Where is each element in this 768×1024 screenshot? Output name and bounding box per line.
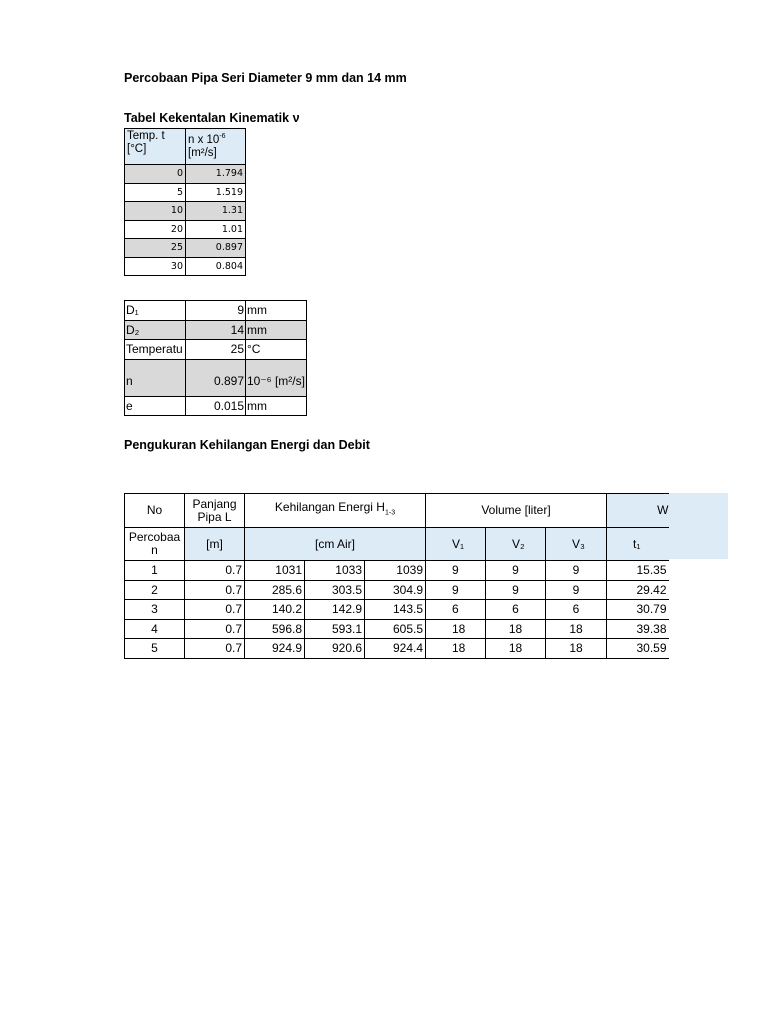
energy-loss-header-sub: 1-3 <box>384 509 396 517</box>
temp-cell: 5 <box>125 183 186 202</box>
v2-cell: 9 <box>486 580 546 600</box>
temp-cell: 20 <box>125 220 186 239</box>
v1-cell: 9 <box>426 561 486 581</box>
h1-cell: 140.2 <box>245 600 305 620</box>
param-row <box>125 359 307 396</box>
v3-cell: 9 <box>546 580 607 600</box>
length-header <box>185 494 245 528</box>
h1-cell: 285.6 <box>245 580 305 600</box>
viscosity-cell: 1.01 <box>186 220 246 239</box>
table-row <box>125 220 246 239</box>
no-cell: 4 <box>125 619 185 639</box>
h1-cell: 1031 <box>245 561 305 581</box>
param-value: 0.015 <box>186 396 246 416</box>
table-row <box>125 165 246 184</box>
t1-cell: 15.35 <box>607 561 669 581</box>
viscosity-header <box>186 129 246 165</box>
table-row <box>125 619 669 639</box>
parameters-table <box>124 300 307 416</box>
no-cell: 3 <box>125 600 185 620</box>
param-row <box>125 301 307 321</box>
viscosity-cell: 1.519 <box>186 183 246 202</box>
v2-cell: 6 <box>486 600 546 620</box>
length-cell: 0.7 <box>185 619 245 639</box>
temp-header <box>125 129 186 165</box>
v1-cell: 18 <box>426 639 486 659</box>
param-label: e <box>125 396 186 416</box>
temp-cell: 25 <box>125 239 186 258</box>
h3-cell: 304.9 <box>365 580 426 600</box>
param-row <box>125 340 307 360</box>
header-fill-offpage <box>668 493 728 559</box>
v2-cell: 18 <box>486 619 546 639</box>
t1-header: t₁ <box>607 528 669 561</box>
h2-cell: 1033 <box>305 561 365 581</box>
param-row <box>125 396 307 416</box>
param-unit: mm <box>246 396 307 416</box>
w-header: W <box>607 494 669 528</box>
length-cell: 0.7 <box>185 639 245 659</box>
table-row <box>125 257 246 276</box>
temp-cell: 10 <box>125 202 186 221</box>
table-row <box>125 239 246 258</box>
table-row <box>125 580 669 600</box>
table-row <box>125 202 246 221</box>
header-row-1 <box>125 494 669 528</box>
h3-cell: 1039 <box>365 561 426 581</box>
param-value: 9 <box>186 301 246 321</box>
temp-header-line2: [°C] <box>127 143 147 155</box>
param-unit: mm <box>246 320 307 340</box>
param-unit: mm <box>246 301 307 321</box>
viscosity-cell: 0.804 <box>186 257 246 276</box>
v3-header: V₃ <box>546 528 607 561</box>
h2-cell: 142.9 <box>305 600 365 620</box>
t1-cell: 30.79 <box>607 600 669 620</box>
v3-cell: 18 <box>546 619 607 639</box>
v3-cell: 18 <box>546 639 607 659</box>
no-header: No <box>125 494 185 528</box>
viscosity-header-row <box>125 129 246 165</box>
param-unit: °C <box>246 340 307 360</box>
page-title: Percobaan Pipa Seri Diameter 9 mm dan 14 mm <box>124 71 407 85</box>
length-header-line2: Pipa L <box>197 509 232 524</box>
v1-cell: 18 <box>426 619 486 639</box>
v2-header: V₂ <box>486 528 546 561</box>
h3-cell: 924.4 <box>365 639 426 659</box>
trial-header-line1: Percobaa <box>128 530 181 544</box>
table-row <box>125 600 669 620</box>
t1-cell: 29.42 <box>607 580 669 600</box>
param-label: D₁ <box>125 301 186 321</box>
param-value: 25 <box>186 340 246 360</box>
param-value: 0.897 <box>186 359 246 396</box>
t1-cell: 39.38 <box>607 619 669 639</box>
temp-cell: 30 <box>125 257 186 276</box>
h2-cell: 303.5 <box>305 580 365 600</box>
no-cell: 1 <box>125 561 185 581</box>
table-row <box>125 183 246 202</box>
no-cell: 2 <box>125 580 185 600</box>
length-cell: 0.7 <box>185 561 245 581</box>
table-row <box>125 639 669 659</box>
header-row-2 <box>125 528 669 561</box>
param-label: n <box>125 359 186 396</box>
h2-cell: 593.1 <box>305 619 365 639</box>
temp-header-line1: Temp. t <box>127 130 165 142</box>
energy-loss-header-base: Kehilangan Energi H <box>274 500 385 515</box>
viscosity-table-heading: Tabel Kekentalan Kinematik ν <box>124 111 300 125</box>
temp-cell: 0 <box>125 165 186 184</box>
param-label: D₂ <box>125 320 186 340</box>
h2-cell: 920.6 <box>305 639 365 659</box>
v1-header: V₁ <box>426 528 486 561</box>
viscosity-header-base: n x 10 <box>188 133 220 146</box>
v1-cell: 6 <box>426 600 486 620</box>
viscosity-header-unit: [m²/s] <box>188 146 217 159</box>
trial-header-line2: n <box>151 543 158 557</box>
v3-cell: 9 <box>546 561 607 581</box>
viscosity-cell: 0.897 <box>186 239 246 258</box>
measurement-heading: Pengukuran Kehilangan Energi dan Debit <box>124 438 370 452</box>
viscosity-cell: 1.31 <box>186 202 246 221</box>
energy-loss-header <box>245 494 426 528</box>
viscosity-header-exp: -6 <box>219 133 226 140</box>
v2-cell: 18 <box>486 639 546 659</box>
no-cell: 5 <box>125 639 185 659</box>
h3-cell: 605.5 <box>365 619 426 639</box>
param-row <box>125 320 307 340</box>
v1-cell: 9 <box>426 580 486 600</box>
length-header-line1: Panjang <box>192 496 237 511</box>
param-label: Temperatu <box>125 340 186 360</box>
h1-cell: 924.9 <box>245 639 305 659</box>
viscosity-cell: 1.794 <box>186 165 246 184</box>
param-unit: 10⁻⁶ [m²/s] <box>246 359 307 396</box>
energy-loss-unit-header: [cm Air] <box>245 528 426 561</box>
t1-cell: 30.59 <box>607 639 669 659</box>
table-row <box>125 561 669 581</box>
h3-cell: 143.5 <box>365 600 426 620</box>
v2-cell: 9 <box>486 561 546 581</box>
volume-header: Volume [liter] <box>426 494 607 528</box>
v3-cell: 6 <box>546 600 607 620</box>
trial-header <box>125 528 185 561</box>
measurement-table <box>124 493 669 659</box>
viscosity-table <box>124 128 246 276</box>
length-cell: 0.7 <box>185 600 245 620</box>
length-unit-header: [m] <box>185 528 245 561</box>
h1-cell: 596.8 <box>245 619 305 639</box>
param-value: 14 <box>186 320 246 340</box>
length-cell: 0.7 <box>185 580 245 600</box>
